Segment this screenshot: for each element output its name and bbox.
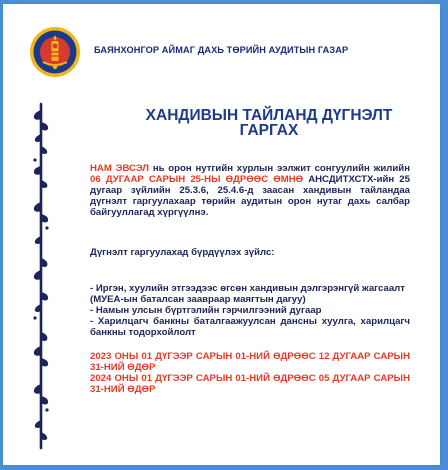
deadline-label: 06 ДУГААР САРЫН 25-НЫ ӨДРӨӨС ӨМНӨ — [90, 174, 304, 186]
list-item: (МУЕА-ын баталсан заавраар маягтын дагуу) — [90, 293, 306, 305]
date-range: 2023 ОНЫ 01 ДҮГЭЭР САРЫН 01-НИЙ ӨДРӨӨС 12 ДУГААР САРЫН 31-НИЙ ӨДӨР — [90, 351, 410, 374]
documents-heading: Дүгнэлт гаргуулахад бүрдүүлэх зүйлс: — [90, 247, 275, 259]
dates-list — [90, 351, 410, 395]
party-label: НАМ ЭВСЭЛ — [90, 163, 150, 174]
main-content — [90, 163, 410, 395]
date-range: 2024 ОНЫ 01 ДҮГЭЭР САРЫН 01-НИЙ ӨДРӨӨС 05 ДУГААР САРЫН 31-НИЙ ӨДӨР — [90, 373, 410, 396]
page-title-line-2: ГАРГАХ — [239, 122, 299, 139]
state-emblem-icon — [29, 26, 81, 78]
intro-text-2: АНСДИТХСТХ-ийн 25 дугаар зүйлийн 25.3.6, 25.4.6-д заасан хандивын тайландаа дүгнэлт гаргуулахаар төрийн аудитын орон нутаг дахь салбар байгууллагад хүргүүлнэ. — [90, 174, 410, 219]
page-title-line-1: ХАНДИВЫН ТАЙЛАНД ДҮГНЭЛТ — [145, 107, 393, 124]
list-item: - Харилцагч банкны баталгаажуулсан дансны хуулга, харилцагч банкны тодорхойлолт — [90, 315, 410, 338]
page-title — [99, 108, 439, 138]
mongolian-script-vertical-text — [30, 102, 52, 450]
poster-card — [3, 4, 440, 465]
intro-paragraph — [90, 163, 410, 218]
list-item: - Иргэн, хуулийн этгээдээс өгсөн хандивын дэлгэрэнгүй жагсаалт — [90, 282, 405, 294]
list-item: - Намын улсын бүртгэлийн гэрчилгээний дугаар — [90, 304, 322, 316]
intro-text-1: нь орон нутгийн хурлын ээлжит сонгуулийн жилийн — [149, 163, 410, 174]
documents-list — [90, 283, 410, 338]
organization-name: БАЯНХОНГОР АЙМАГ ДАХЬ ТӨРИЙН АУДИТЫН ГАЗАР — [94, 45, 349, 55]
